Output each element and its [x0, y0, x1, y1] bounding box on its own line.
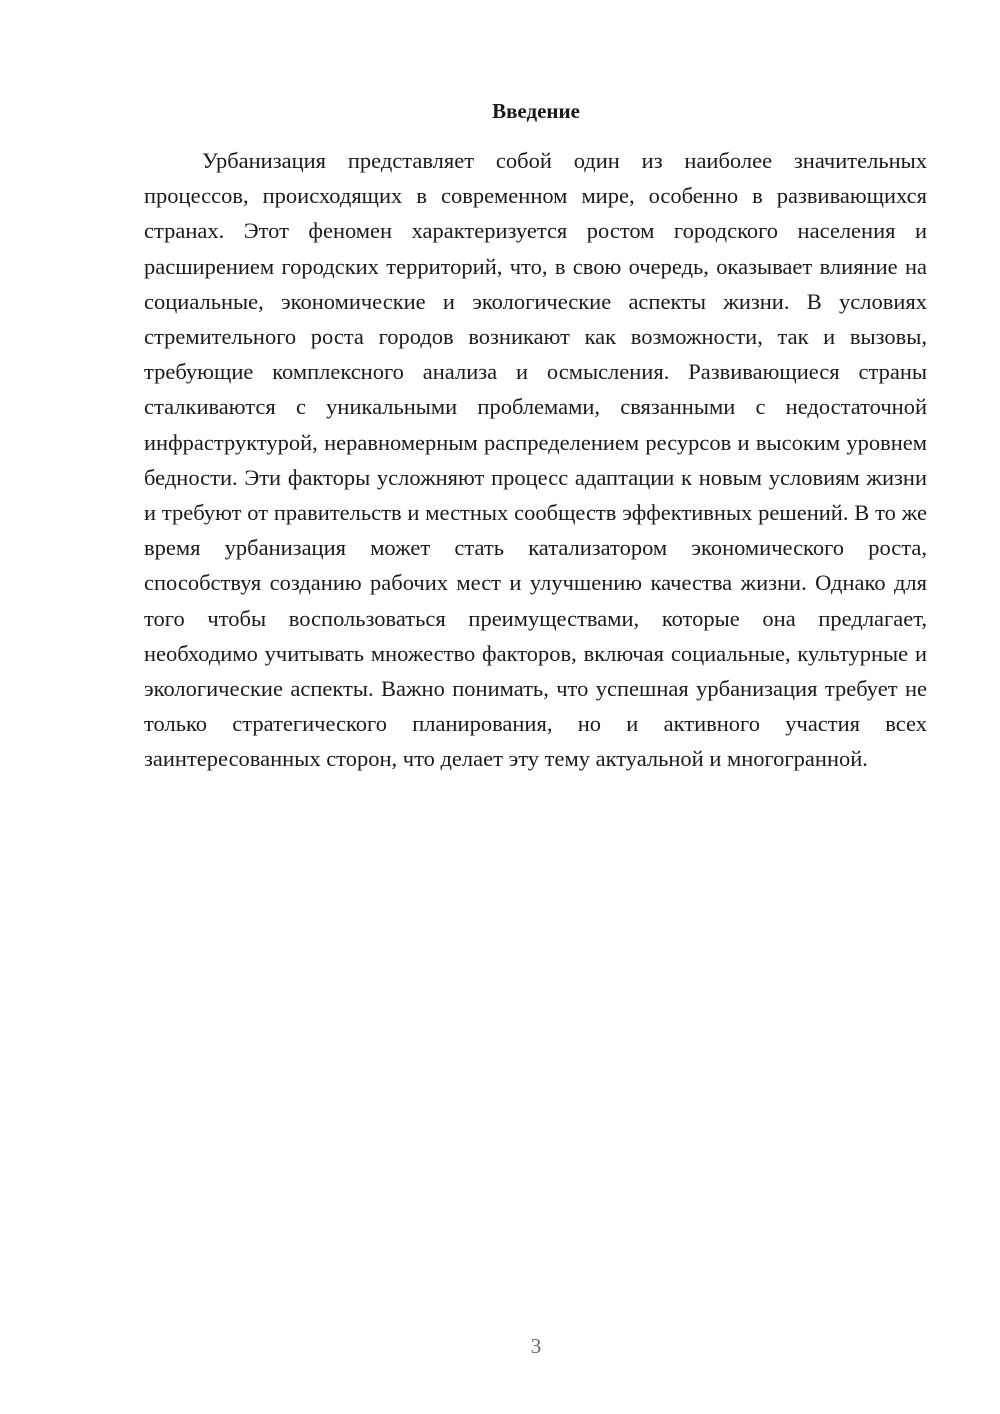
body-paragraph: Урбанизация представляет собой один из наиболее значительных процессов, происходящих в современном мире, особенно в развивающихся странах. Этот феномен характеризуется ростом городского населения и расширением городских территорий, что, в свою очередь, оказывает влияние на социальные, экономические и экологические аспекты жизни. В условиях стремительного роста городов возникают как возможности, так и вызовы, требующие комплексного анализа и осмысления. Развивающиеся страны сталкиваются с уникальными проблемами, связанными с недостаточной инфраструктурой, неравномерным распределением ресурсов и высоким уровнем бедности. Эти факторы усложняют процесс адаптации к новым условиям жизни и требуют от правительств и местных сообществ эффективных решений. В то же время урбанизация может стать катализатором экономического роста, способствуя созданию рабочих мест и улучшению качества жизни. Однако для того чтобы воспользоваться преимуществами, которые она предлагает, необходимо учитывать множество факторов, включая социальные, культурные и экологические аспекты. Важно понимать, что успешная урбанизация требует не только стратегического планирования, но и активного участия всех заинтересованных сторон, что делает эту тему актуальной и многогранной. [144, 148, 927, 772]
page-number: 3 [530, 1334, 542, 1358]
section-heading: Введение [492, 99, 580, 123]
